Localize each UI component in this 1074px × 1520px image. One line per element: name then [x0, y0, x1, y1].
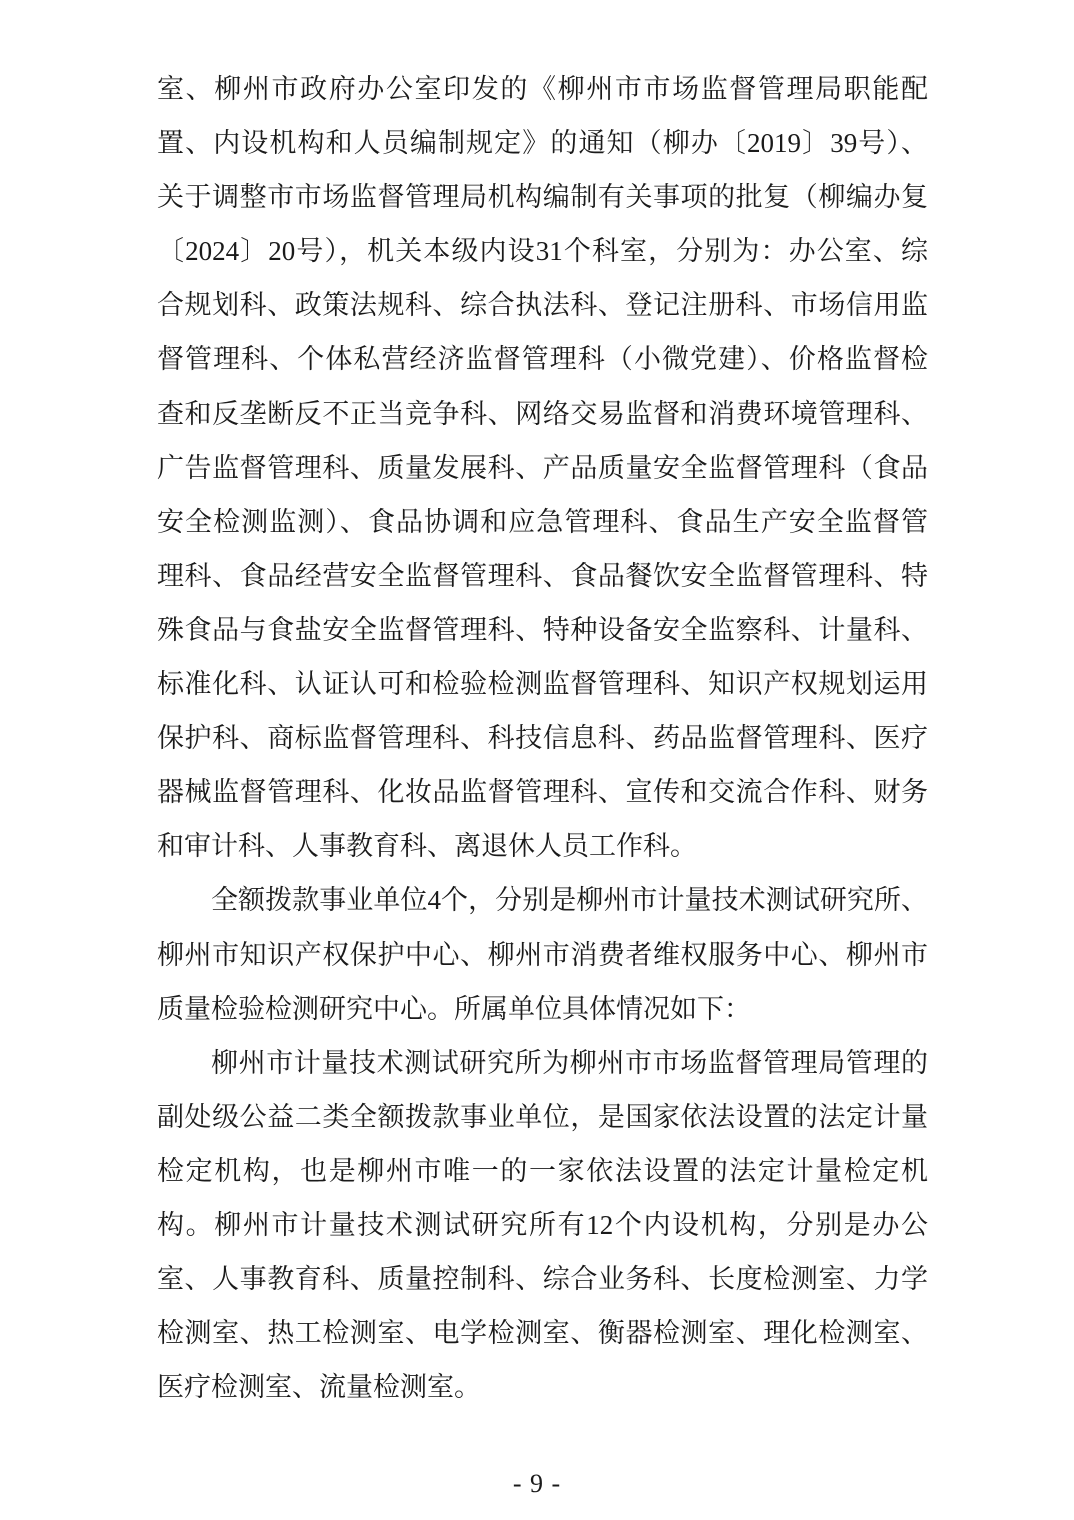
text-line-paragraph-start: 柳州市计量技术测试研究所为柳州市市场监督管理局管理的 [211, 1047, 928, 1078]
text-line: 安全检测监测）、食品协调和应急管理科、食品生产安全监督管 [157, 506, 928, 537]
text-line: 保护科、商标监督管理科、科技信息科、药品监督管理科、医疗 [157, 723, 928, 754]
text-line: 室、柳州市政府办公室印发的《柳州市市场监督管理局职能配 [157, 74, 928, 104]
text-line: 副处级公益二类全额拨款事业单位，是国家依法设置的法定计量 [157, 1101, 928, 1132]
text-line: 〔2024〕20号），机关本级内设31个科室，分别为：办公室、综 [157, 236, 928, 267]
text-line: 柳州市知识产权保护中心、柳州市消费者维权服务中心、柳州市 [157, 939, 928, 970]
text-line: 查和反垄断反不正当竞争科、网络交易监督和消费环境管理科、 [157, 398, 928, 429]
text-line-paragraph-end: 质量检验检测研究中心。所属单位具体情况如下： [157, 993, 751, 1024]
text-line: 标准化科、认证认可和检验检测监督管理科、知识产权规划运用 [157, 669, 928, 700]
text-line-paragraph-start: 全额拨款事业单位4个，分别是柳州市计量技术测试研究所、 [211, 885, 928, 916]
text-line: 检测室、热工检测室、电学检测室、衡器检测室、理化检测室、 [157, 1318, 928, 1349]
text-line: 殊食品与食盐安全监督管理科、特种设备安全监察科、计量科、 [157, 614, 928, 645]
page-number: - 9 - [512, 1469, 562, 1498]
text-line: 督管理科、个体私营经济监督管理科（小微党建）、价格监督检 [157, 344, 928, 375]
text-line: 合规划科、政策法规科、综合执法科、登记注册科、市场信用监 [157, 290, 928, 321]
text-line-paragraph-end: 和审计科、人事教育科、离退休人员工作科。 [157, 831, 697, 862]
text-line: 广告监督管理科、质量发展科、产品质量安全监督管理科（食品 [157, 452, 928, 483]
text-line: 理科、食品经营安全监督管理科、食品餐饮安全监督管理科、特 [157, 560, 928, 591]
document-body [157, 62, 928, 1414]
text-line: 检定机构，也是柳州市唯一的一家依法设置的法定计量检定机 [157, 1155, 928, 1186]
text-line: 室、人事教育科、质量控制科、综合业务科、长度检测室、力学 [157, 1264, 928, 1295]
text-line: 关于调整市市场监督管理局机构编制有关事项的批复（柳编办复 [157, 182, 928, 213]
text-line: 置、内设机构和人员编制规定》的通知（柳办〔2019〕39号）、 [157, 128, 928, 159]
text-line: 器械监督管理科、化妆品监督管理科、宣传和交流合作科、财务 [157, 777, 928, 808]
text-line: 构。柳州市计量技术测试研究所有12个内设机构，分别是办公 [157, 1209, 928, 1240]
text-line-paragraph-end: 医疗检测室、流量检测室。 [157, 1372, 481, 1403]
